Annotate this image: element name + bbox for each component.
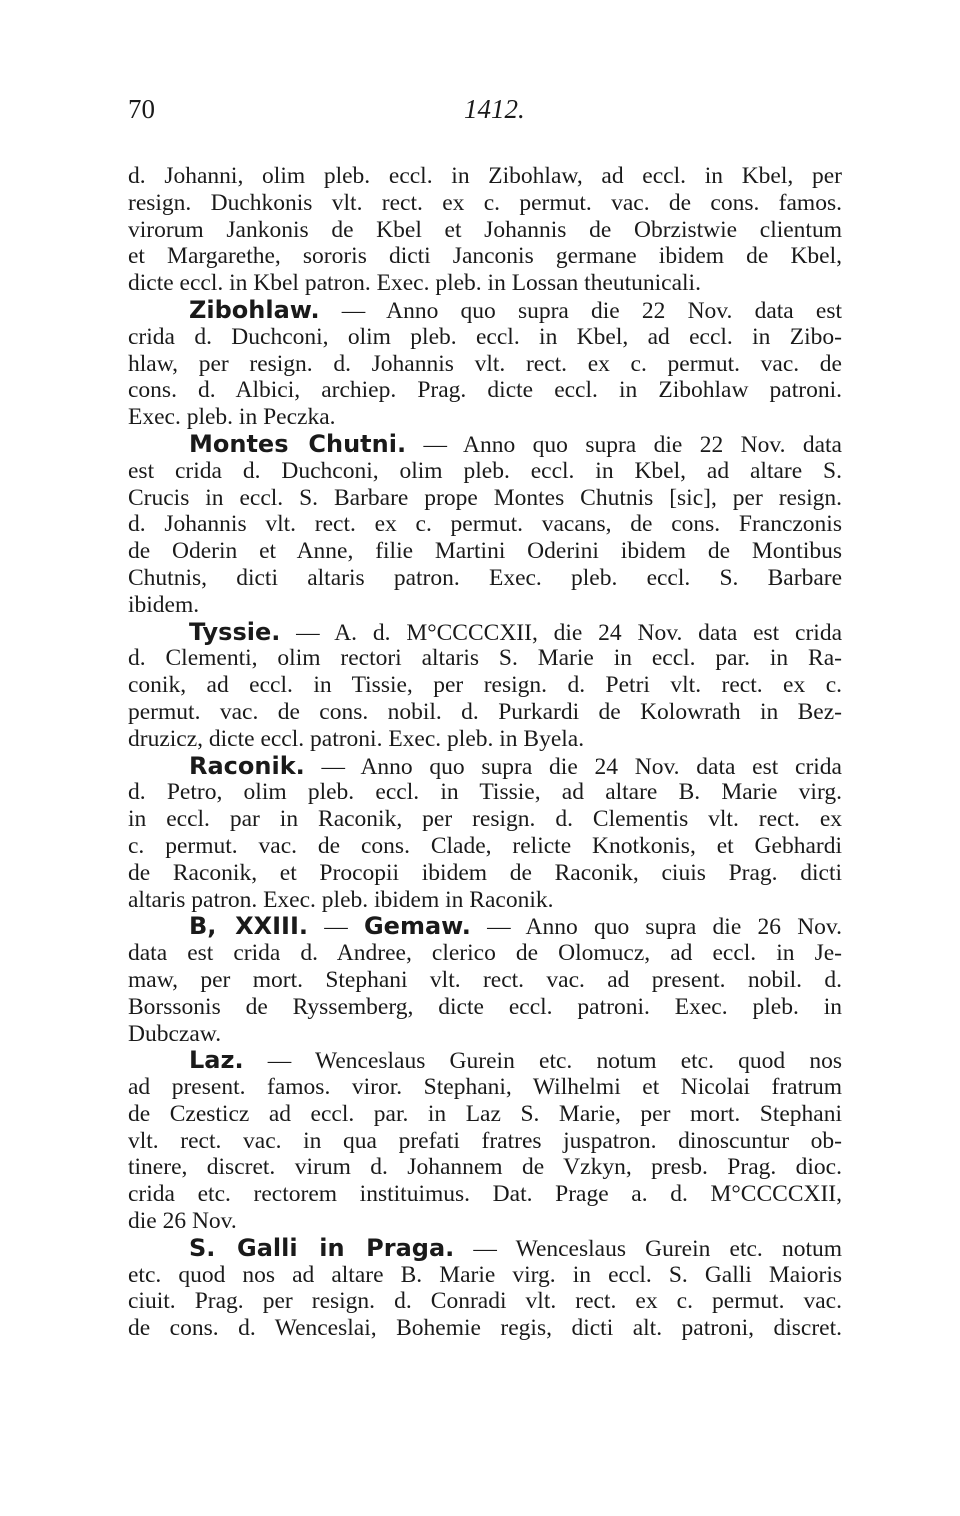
line-text: ad present. famos. viror. Stephani, Wilhelmi et Nicolai fratrum <box>128 1074 842 1101</box>
text-line <box>128 1288 842 1315</box>
text-line <box>128 833 842 860</box>
text-line <box>128 324 842 351</box>
text-line <box>128 592 842 619</box>
text-line <box>128 1128 842 1155</box>
text-line <box>128 270 842 297</box>
line-text: vlt. rect. vac. in qua prefati fratres juspatron. dinoscuntur ob- <box>128 1127 842 1154</box>
line-text: druzicz, dicte eccl. patroni. Exec. pleb. in Byela. <box>128 725 585 752</box>
line-text: de cons. d. Wenceslai, Bohemie regis, dicti alt. patroni, discret. <box>128 1315 842 1342</box>
line-text: crida d. Duchconi, olim pleb. eccl. in Kbel, ad eccl. in Zibo- <box>128 323 842 350</box>
entry-first-line <box>128 913 842 940</box>
line-text: Dubczaw. <box>128 1020 222 1047</box>
line-text: in eccl. par in Raconik, per resign. d. Clementis vlt. rect. ex <box>128 806 842 833</box>
text-line <box>128 511 842 538</box>
text-line <box>128 1208 842 1235</box>
text-line <box>128 538 842 565</box>
entry-heading: B, XXIII. <box>189 912 309 941</box>
entry-first-line <box>128 1047 842 1074</box>
entry-first-line <box>128 1235 842 1262</box>
text-line <box>128 967 842 994</box>
line-text: — A. d. M°CCCCXII, die 24 Nov. data est crida <box>280 619 842 646</box>
line-text: ciuit. Prag. per resign. d. Conradi vlt. rect. ex c. permut. vac. <box>128 1288 842 1315</box>
line-text: d. Clementi, olim rectori altaris S. Marie in eccl. par. in Ra- <box>128 645 842 672</box>
line-text: de Czesticz ad eccl. par. in Laz S. Marie, per mort. Stephani <box>128 1100 842 1127</box>
entry-heading: Zibohlaw. <box>189 295 320 324</box>
text-line <box>128 163 842 190</box>
line-text: d. Johannis vlt. rect. ex c. permut. vacans, de cons. Franczonis <box>128 511 842 538</box>
text-line <box>128 645 842 672</box>
line-text: maw, per mort. Stephani vlt. rect. vac. ad present. nobil. d. <box>128 966 842 993</box>
text-line <box>128 1181 842 1208</box>
text-line <box>128 190 842 217</box>
line-text: de Raconik, et Procopii ibidem de Raconik, ciuis Prag. dicti <box>128 859 842 886</box>
text-line <box>128 726 842 753</box>
entry-first-line <box>128 297 842 324</box>
line-text: crida etc. rectorem instituimus. Dat. Prage a. d. M°CCCCXII, <box>128 1181 842 1208</box>
running-head <box>128 94 842 134</box>
line-text: c. permut. vac. de cons. Clade, relicte Knotkonis, et Gebhardi <box>128 832 842 859</box>
line-text: — <box>308 914 364 941</box>
body-text <box>128 163 842 1342</box>
text-line <box>128 779 842 806</box>
entry-heading: Montes Chutni. <box>189 429 407 458</box>
line-text: etc. quod nos ad altare B. Marie virg. in eccl. S. Galli Maioris <box>128 1261 842 1288</box>
line-text: data est crida d. Andree, clerico de Olomucz, ad eccl. in Je- <box>128 940 842 967</box>
text-line <box>128 1101 842 1128</box>
text-line <box>128 243 842 270</box>
text-line <box>128 404 842 431</box>
entry-first-line <box>128 619 842 646</box>
text-line <box>128 1154 842 1181</box>
page-number: 70 <box>128 94 155 124</box>
line-text: Exec. pleb. in Peczka. <box>128 404 336 431</box>
line-text: die 26 Nov. <box>128 1208 237 1235</box>
line-text: resign. Duchkonis vlt. rect. ex c. permut. vac. de cons. famos. <box>128 189 842 216</box>
entry-first-line <box>128 431 842 458</box>
entry-heading: Raconik. <box>189 751 305 780</box>
text-line <box>128 377 842 404</box>
line-text: — Wenceslaus Gurein etc. notum <box>454 1235 842 1262</box>
entry-first-line <box>128 753 842 780</box>
text-line <box>128 887 842 914</box>
text-line <box>128 217 842 244</box>
text-line <box>128 860 842 887</box>
text-line <box>128 1074 842 1101</box>
entry-heading: Tyssie. <box>189 617 281 646</box>
text-line <box>128 994 842 1021</box>
entry-heading: S. Galli in Praga. <box>189 1233 455 1262</box>
line-text: ibidem. <box>128 591 200 618</box>
line-text: Chutnis, dicti altaris patron. Exec. pleb. eccl. S. Barbare <box>128 564 842 591</box>
line-text: virorum Jankonis de Kbel et Johannis de Obrzistwie clientum <box>128 216 842 243</box>
line-text: Crucis in eccl. S. Barbare prope Montes Chutnis [sic], per resign. <box>128 484 842 511</box>
text-line <box>128 940 842 967</box>
text-line <box>128 1262 842 1289</box>
entry-heading: Gemaw. <box>363 912 471 941</box>
text-line <box>128 458 842 485</box>
line-text: d. Johanni, olim pleb. eccl. in Zibohlaw, ad eccl. in Kbel, per <box>128 163 842 189</box>
line-text: — Anno quo supra die 24 Nov. data est crida <box>304 753 842 780</box>
line-text: — Anno quo supra die 26 Nov. <box>470 914 843 941</box>
text-line <box>128 806 842 833</box>
text-line <box>128 699 842 726</box>
line-text: d. Petro, olim pleb. eccl. in Tissie, ad altare B. Marie virg. <box>128 779 842 806</box>
text-line <box>128 672 842 699</box>
line-text: — Wenceslaus Gurein etc. notum etc. quod nos <box>243 1048 842 1075</box>
line-text: cons. d. Albici, archiep. Prag. dicte eccl. in Zibohlaw patroni. <box>128 377 842 404</box>
line-text: conik, ad eccl. in Tissie, per resign. d. Petri vlt. rect. ex c. <box>128 672 842 699</box>
text-line <box>128 1021 842 1048</box>
text-line <box>128 565 842 592</box>
line-text: de Oderin et Anne, filie Martini Oderini ibidem de Montibus <box>128 538 842 565</box>
line-text: hlaw, per resign. d. Johannis vlt. rect. ex c. permut. vac. de <box>128 350 842 377</box>
line-text: Borssonis de Ryssemberg, dicte eccl. patroni. Exec. pleb. in <box>128 993 842 1020</box>
text-line <box>128 485 842 512</box>
line-text: tinere, discret. virum d. Johannem de Vzkyn, presb. Prag. dioc. <box>128 1154 842 1181</box>
text-line <box>128 351 842 378</box>
entry-heading: Laz. <box>189 1046 244 1075</box>
line-text: — Anno quo supra die 22 Nov. data est <box>319 297 842 324</box>
line-text: — Anno quo supra die 22 Nov. data <box>406 431 842 458</box>
line-text: est crida d. Duchconi, olim pleb. eccl. in Kbel, ad altare S. <box>128 457 842 484</box>
text-line <box>128 1315 842 1342</box>
line-text: altaris patron. Exec. pleb. ibidem in Raconik. <box>128 886 554 913</box>
line-text: dicte eccl. in Kbel patron. Exec. pleb. in Lossan theutunicali. <box>128 270 701 297</box>
line-text: permut. vac. de cons. nobil. d. Purkardi de Kolowrath in Bez- <box>128 698 842 725</box>
running-head-year: 1412. <box>464 94 525 124</box>
line-text: et Margarethe, sororis dicti Janconis germane ibidem de Kbel, <box>128 243 842 270</box>
